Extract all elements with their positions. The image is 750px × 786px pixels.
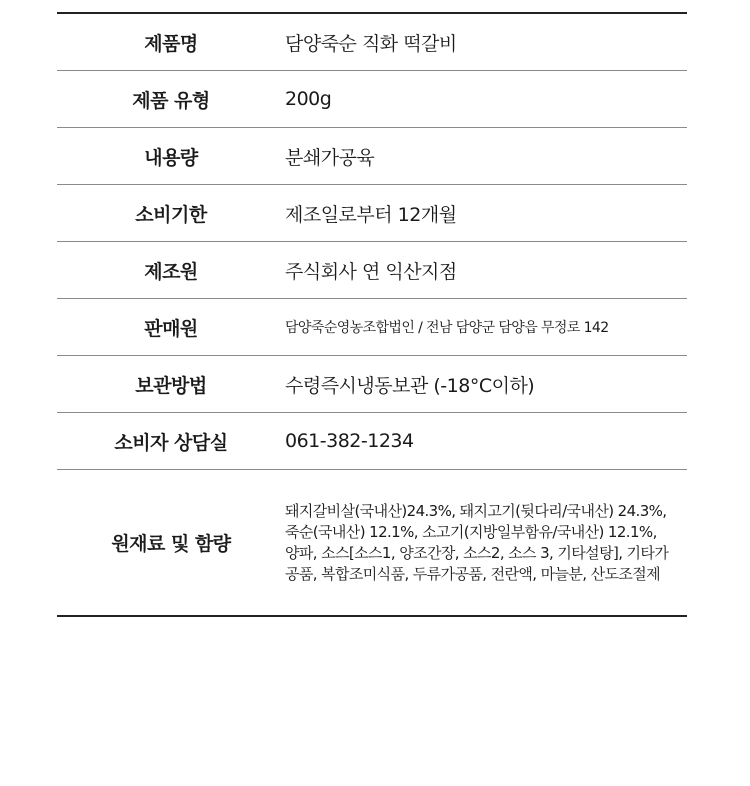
table-row-expiry: [57, 185, 687, 242]
row-label: 내용량: [144, 146, 198, 169]
row-label: 제품명: [144, 32, 198, 55]
table-row-product-name: [57, 14, 687, 71]
row-value: 담양죽순 직화 떡갈비: [285, 32, 457, 55]
table-row-customer-center: [57, 413, 687, 470]
row-value: 분쇄가공육: [285, 146, 375, 169]
product-info-table: [57, 12, 687, 617]
row-value: 주식회사 연 익산지점: [285, 260, 457, 283]
row-label: 원재료 및 함량: [111, 533, 231, 555]
row-label: 소비기한: [135, 203, 207, 226]
row-value: 200g: [285, 88, 332, 110]
row-value: 담양죽순영농조합법인 / 전남 담양군 담양읍 무정로 142: [285, 320, 609, 336]
row-label: 보관방법: [135, 374, 207, 397]
table-row-storage: [57, 356, 687, 413]
table-row-seller: [57, 299, 687, 356]
row-value: 돼지갈비살(국내산)24.3%, 돼지고기(뒷다리/국내산) 24.3%, 죽순(국내산) 12.1%, 소고기(지방일부함유/국내산) 12.1%, 양파, 소스[소스1, 양조간장, 소스2, 소스 3, 기타설탕], 기타가공품, 복합조미식품, 두류가공품, 전란액, 마늘분, 산도조절제: [285, 501, 669, 583]
row-label: 판매원: [144, 317, 198, 340]
table-row-content-amount: [57, 128, 687, 185]
table-row-ingredients: [57, 470, 687, 615]
row-label: 제품 유형: [132, 89, 210, 112]
row-value: 수령즉시냉동보관 (-18°C이하): [285, 374, 535, 397]
row-label: 소비자 상담실: [114, 431, 228, 454]
row-label: 제조원: [144, 260, 198, 283]
table-row-product-type: [57, 71, 687, 128]
row-value: 제조일로부터 12개월: [285, 203, 457, 226]
table-row-manufacturer: [57, 242, 687, 299]
row-value: 061-382-1234: [285, 430, 414, 452]
